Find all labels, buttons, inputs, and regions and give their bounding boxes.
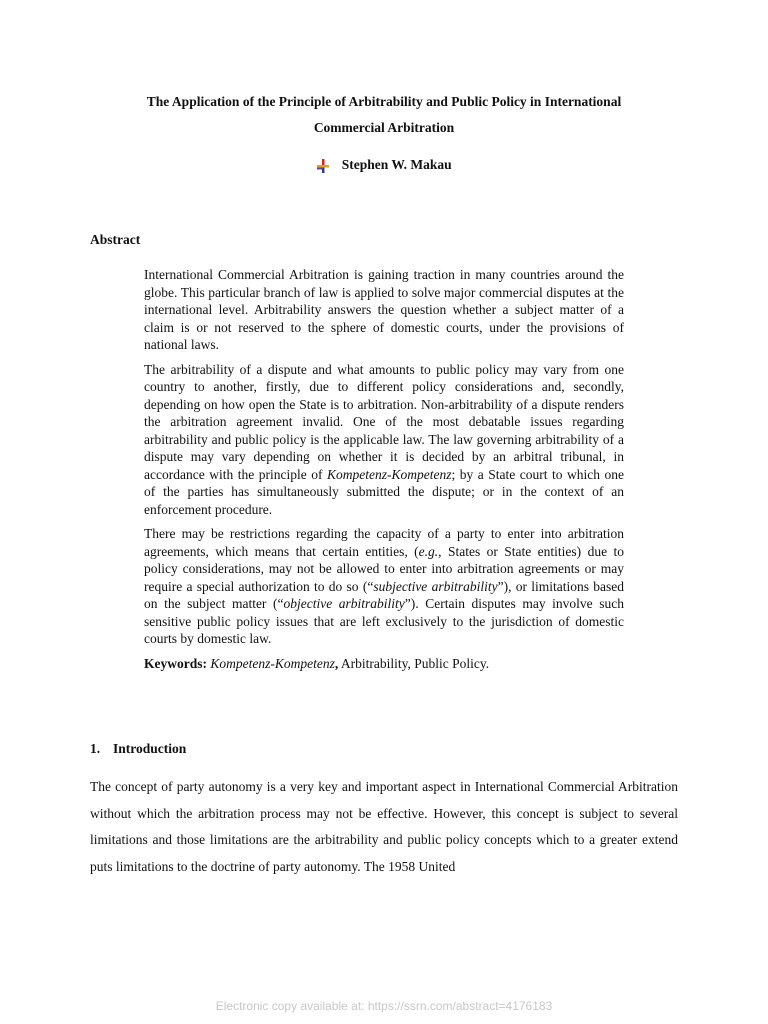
paper-title-line-1: The Application of the Principle of Arbitrability and Public Policy in International <box>146 94 622 109</box>
abstract-body <box>144 266 624 679</box>
keywords-line: Keywords: Kompetenz-Kompetenz, Arbitrability, Public Policy. <box>144 655 490 671</box>
cross-symbol-icon <box>316 159 330 173</box>
abstract-heading: Abstract <box>90 232 141 247</box>
author-line <box>0 155 768 175</box>
abstract-paragraph-3: There may be restrictions regarding the capacity of a party to enter into arbitration agreements, which means that certain entities, (e.g., States or State entities) due to policy considerations, may not be allowed to enter into arbitration agreements or may require a special authorization to do so (“subjective arbitrability”), or limitations based on the subject matter (“objective arbitrability”). Certain disputes may involve such sensitive public policy issues that are left exclusively to the jurisdiction of domestic courts by domestic law. <box>144 526 624 646</box>
introduction-paragraph: The concept of party autonomy is a very key and important aspect in International Commercial Arbitration without which the arbitration process may not be effective. However, this concept is subject to several limitations and those limitations are the arbitrability and public policy concepts which to a greater extend puts limitations to the doctrine of party autonomy. The 1958 United <box>90 779 678 874</box>
section-title: Introduction <box>113 741 187 756</box>
ssrn-footer: Electronic copy available at: https://ssrn.com/abstract=4176183 <box>215 999 553 1013</box>
section-number: 1. <box>90 741 101 756</box>
author-name: Stephen W. Makau <box>341 157 452 172</box>
keywords-label: Keywords: <box>144 655 207 671</box>
abstract-paragraph-1: International Commercial Arbitration is gaining traction in many countries around the globe. This particular branch of law is applied to solve major commercial disputes at the international level. Arbitrability answers the question whether a subject matter of a claim is or not reserved to the sphere of domestic courts, under the provisions of national laws. <box>144 267 624 352</box>
paper-title-line-2: Commercial Arbitration <box>313 120 455 135</box>
section-heading-introduction <box>90 739 186 759</box>
abstract-paragraph-2: The arbitrability of a dispute and what amounts to public policy may vary from one country to another, firstly, due to different policy considerations and, secondly, depending on how open the State is to arbitration. Non-arbitrability of a dispute renders the arbitration agreement invalid. One of the most debatable issues regarding arbitrability and public policy is the applicable law. The law governing arbitrability of a dispute may vary depending on whether it is decided by an arbitral tribunal, in accordance with the principle of Kompetenz-Kompetenz; by a State court to which one of the parties has simultaneously submitted the dispute; or in the context of an enforcement procedure. <box>144 361 625 517</box>
